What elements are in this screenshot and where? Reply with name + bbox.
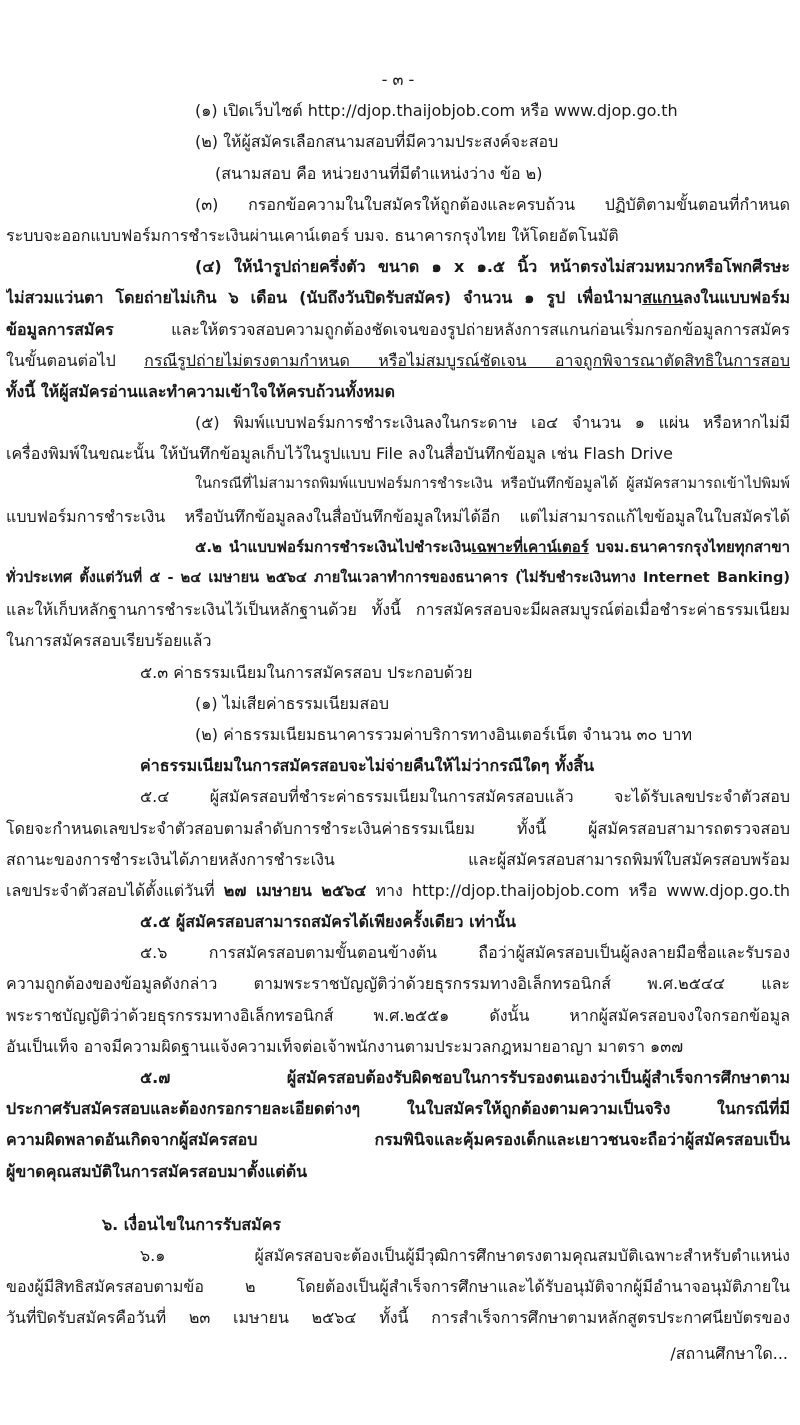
text-line <box>6 781 790 812</box>
text-line <box>6 158 790 189</box>
text-line <box>6 314 790 345</box>
text-line <box>6 438 790 469</box>
text-line <box>6 345 790 376</box>
bold-text: ๕.๕ ผู้สมัครสอบสามารถสมัครได้เพียงครั้งเดียว เท่านั้น <box>140 912 516 932</box>
bold-text: ทั่วประเทศ ตั้งแต่วันที่ ๕ - ๒๔ เมษายน ๒๕๖๔ ภายในเวลาทำการของธนาคาร (ไม่รับชำระเงินทาง Internet Banking) <box>6 570 790 586</box>
text-line <box>6 657 790 688</box>
text-line <box>6 501 790 532</box>
text-segment: ทาง http://djop.thaijobjob.com หรือ www.djop.go.th <box>366 880 790 900</box>
text-segment: เลขประจำตัวสอบได้ตั้งแต่วันที่ <box>6 880 224 900</box>
text-line <box>6 719 790 750</box>
bold-text: ข้อมูลการสมัคร <box>6 319 114 339</box>
text-line <box>6 594 790 625</box>
text-segment: และให้เก็บหลักฐานการชำระเงินไว้เป็นหลักฐานด้วย ทั้งนี้ การสมัครสอบจะมีผลสมบูรณ์ต่อเมื่อชำระค่าธรรมเนียม <box>6 600 790 620</box>
text-line <box>6 563 790 594</box>
text-line <box>6 95 790 126</box>
bold-text: ๕.๒ นำแบบฟอร์มการชำระเงินไปชำระเงิน <box>195 537 472 556</box>
text-line <box>6 968 790 999</box>
text-line <box>6 1093 790 1124</box>
text-line <box>6 376 790 407</box>
bold-text: ทั้งนี้ ให้ผู้สมัครอ่านและทำความเข้าใจให้ครบถ้วนทั้งหมด <box>6 381 396 401</box>
text-line <box>6 1000 790 1031</box>
bold-text: ๕.๗ ผู้สมัครสอบต้องรับผิดชอบในการรับรองตนเองว่าเป็นผู้สำเร็จการศึกษาตาม <box>140 1068 790 1087</box>
text-segment: วันที่ปิดรับสมัครคือวันที่ ๒๓ เมษายน ๒๕๖๔ ทั้งนี้ การสำเร็จการศึกษาตามหลักสูตรประกาศนียบัตรของ <box>6 1308 790 1328</box>
page-number: - ๓ - <box>381 70 415 89</box>
text-segment: โดยจะกำหนดเลขประจำตัวสอบตามลำดับการชำระเงินค่าธรรมเนียม ทั้งนี้ ผู้สมัครสอบสามารถตรวจสอบ <box>6 818 790 838</box>
text-segment: (๒) ค่าธรรมเนียมธนาคารรวมค่าบริการทางอินเตอร์เน็ต จำนวน ๓๐ บาท <box>195 724 693 744</box>
underlined-text: เฉพาะที่เคาน์เตอร์ <box>471 537 589 556</box>
text-line <box>6 750 790 781</box>
text-line <box>6 1209 790 1240</box>
bold-text: ความผิดพลาดอันเกิดจากผู้สมัครสอบ กรมพินิจและคุ้มครองเด็กและเยาวชนจะถือว่าผู้สมัครสอบเป็น <box>6 1130 790 1150</box>
bold-text: ผู้ขาดคุณสมบัติในการสมัครสอบมาตั้งแต่ต้น <box>6 1161 308 1181</box>
text-segment: อันเป็นเท็จ อาจมีความผิดฐานแจ้งความเท็จต่อเจ้าพนักงานตามประมวลกฎหมายอาญา มาตรา ๑๓๗ <box>6 1036 684 1056</box>
text-segment: และให้ตรวจสอบความถูกต้องชัดเจนของรูปถ่ายหลังการสแกนก่อนเริ่มกรอกข้อมูลการสมัคร <box>113 319 790 339</box>
text-segment: ระบบจะออกแบบฟอร์มการชำระเงินผ่านเคาน์เตอร์ บมจ. ธนาคารกรุงไทย ให้โดยอัตโนมัติ <box>6 225 619 245</box>
bold-text: บจม.ธนาคารกรุงไทยทุกสาขา <box>588 537 790 556</box>
text-line <box>6 906 790 937</box>
text-line <box>6 625 790 656</box>
text-line <box>6 1062 790 1093</box>
text-segment: ๖.๑ ผู้สมัครสอบจะต้องเป็นผู้มีวุฒิการศึกษาตรงตามคุณสมบัติเฉพาะสำหรับตำแหน่ง <box>140 1245 790 1265</box>
bold-text: ลงในแบบฟอร์ม <box>682 288 790 308</box>
text-segment: (๒) ให้ผู้สมัครเลือกสนามสอบที่มีความประสงค์จะสอบ <box>195 132 559 152</box>
bold-text: ๒๗ เมษายน ๒๕๖๔ <box>223 880 367 900</box>
text-line <box>6 1271 790 1302</box>
text-line <box>6 407 790 438</box>
text-line <box>6 532 790 563</box>
text-line <box>6 937 790 968</box>
text-segment: แบบฟอร์มการชำระเงิน หรือบันทึกข้อมูลลงในสื่อบันทึกข้อมูลใหม่ได้อีก แต่ไม่สามารถแก้ไขข้อมูลในใบสมัครได้ <box>6 506 790 526</box>
text-line <box>6 251 790 282</box>
text-line <box>6 282 790 313</box>
text-segment: ในกรณีที่ไม่สามารถพิมพ์แบบฟอร์มการชำระเงิน หรือบันทึกข้อมูลได้ ผู้สมัครสามารถเข้าไปพิมพ์ <box>195 476 790 493</box>
text-line <box>6 220 790 251</box>
text-segment: (๓) กรอกข้อความในใบสมัครให้ถูกต้องและครบถ้วน ปฏิบัติตามขั้นตอนที่กำหนด <box>195 194 790 214</box>
text-segment: (๑) เปิดเว็บไซต์ http://djop.thaijobjob.com หรือ www.djop.go.th <box>195 101 678 121</box>
text-line <box>6 126 790 157</box>
bold-text: ไม่สวมแว่นตา โดยถ่ายไม่เกิน ๖ เดือน (นับถึงวันปิดรับสมัคร) จำนวน ๑ รูป เพื่อนำมา <box>6 288 643 308</box>
text-segment: ของผู้มีสิทธิสมัครสอบตามข้อ ๒ โดยต้องเป็นผู้สำเร็จการศึกษาและได้รับอนุมัติจากผู้มีอำนาจอนุมัติภายใน <box>6 1277 790 1297</box>
underlined-text: กรณีรูปถ่ายไม่ตรงตามกำหนด หรือไม่สมบูรณ์ชัดเจน อาจถูกพิจารณาตัดสิทธิในการสอบ <box>144 350 790 370</box>
text-line <box>6 1156 790 1187</box>
text-line <box>6 1302 790 1333</box>
text-line <box>6 189 790 220</box>
text-segment: ความถูกต้องของข้อมูลดังกล่าว ตามพระราชบัญญัติว่าด้วยธุรกรรมทางอิเล็กทรอนิกส์ พ.ศ.๒๕๔๔ และ <box>6 974 790 994</box>
text-segment: สถานะของการชำระเงินได้ภายหลังการชำระเงิน และผู้สมัครสอบสามารถพิมพ์ใบสมัครสอบพร้อม <box>6 849 790 869</box>
text-segment: พระราชบัญญัติว่าด้วยธุรกรรมทางอิเล็กทรอนิกส์ พ.ศ.๒๕๕๑ ดังนั้น หากผู้สมัครสอบจงใจกรอกข้อมูล <box>6 1005 790 1025</box>
bold-text: (๔) ให้นำรูปถ่ายครึ่งตัว ขนาด ๑ x ๑.๕ นิ้ว หน้าตรงไม่สวมหมวกหรือโพกศีรษะ <box>195 257 790 277</box>
text-segment: ในการสมัครสอบเรียบร้อยแล้ว <box>6 631 212 651</box>
text-segment: ๕.๔ ผู้สมัครสอบที่ชำระค่าธรรมเนียมในการสมัครสอบแล้ว จะได้รับเลขประจำตัวสอบ <box>140 787 790 807</box>
underlined-text: สแกน <box>642 288 683 308</box>
bold-text: ๖. เงื่อนไขในการรับสมัคร <box>102 1214 281 1234</box>
text-line <box>6 875 790 906</box>
text-segment: (สนามสอบ คือ หน่วยงานที่มีตำแหน่งว่าง ข้อ ๒) <box>215 163 543 183</box>
text-segment: ๕.๓ ค่าธรรมเนียมในการสมัครสอบ ประกอบด้วย <box>140 662 473 682</box>
continuation-marker: /สถานศึกษาใด... <box>670 1344 788 1363</box>
text-line <box>6 1240 790 1271</box>
text-line <box>6 1124 790 1155</box>
text-line <box>6 813 790 844</box>
bold-text: ค่าธรรมเนียมในการสมัครสอบจะไม่จ่ายคืนให้ไม่ว่ากรณีใดๆ ทั้งสิ้น <box>140 756 595 776</box>
document-page <box>6 64 790 1334</box>
bold-text: ประกาศรับสมัครสอบและต้องกรอกรายละเอียดต่างๆ ในใบสมัครให้ถูกต้องตามความเป็นจริง ในกรณีที่มี <box>6 1099 790 1119</box>
text-line <box>6 1031 790 1062</box>
text-segment: ๕.๖ การสมัครสอบตามขั้นตอนข้างต้น ถือว่าผู้สมัครสอบเป็นผู้ลงลายมือชื่อและรับรอง <box>140 943 790 963</box>
text-line <box>6 844 790 875</box>
text-segment: เครื่องพิมพ์ในขณะนั้น ให้บันทึกข้อมูลเก็บไว้ในรูปแบบ File ลงในสื่อบันทึกข้อมูล เช่น Flash Drive <box>6 444 673 464</box>
text-line <box>6 469 790 500</box>
text-line <box>6 688 790 719</box>
text-segment: (๑) ไม่เสียค่าธรรมเนียมสอบ <box>195 693 389 713</box>
text-segment: (๕) พิมพ์แบบฟอร์มการชำระเงินลงในกระดาษ เอ๔ จำนวน ๑ แผ่น หรือหากไม่มี <box>195 413 790 433</box>
text-segment: ในขั้นตอนต่อไป <box>6 350 145 370</box>
